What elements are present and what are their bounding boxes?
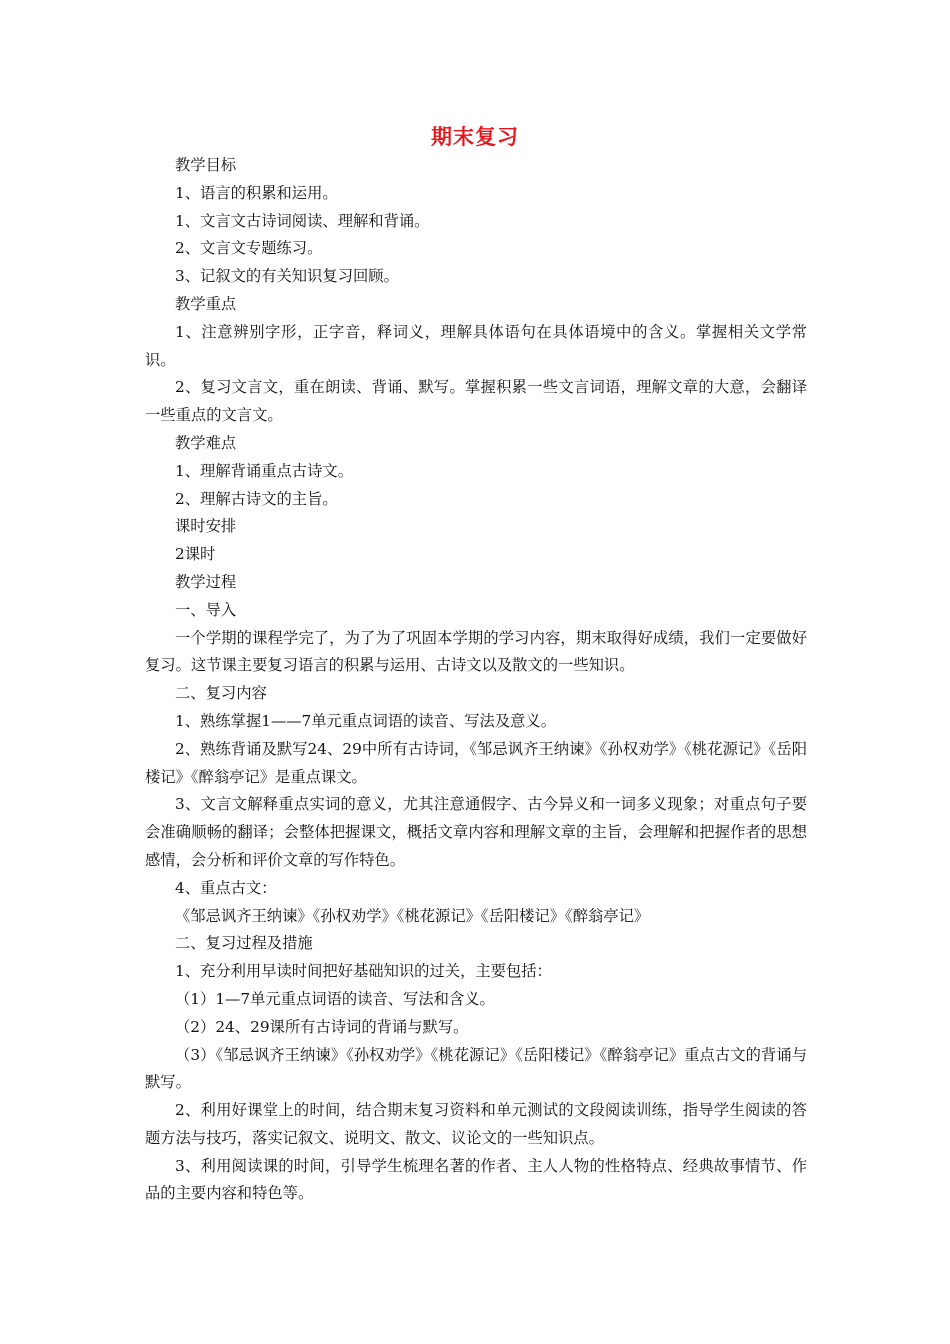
paragraph: 1、文言文古诗词阅读、理解和背诵。 <box>175 211 430 230</box>
document-title: 期末复习 <box>431 124 519 149</box>
paragraph: 2、复习文言文，重在朗读、背诵、默写。掌握积累一些文言词语，理解文章的大意，会翻译一些重点的文言文。 <box>145 378 807 425</box>
section-heading-key-points: 教学重点 <box>175 294 237 313</box>
paragraph: 2、文言文专题练习。 <box>175 239 323 258</box>
paragraph: （1）1—7单元重点词语的读音、写法和含义。 <box>175 989 495 1008</box>
paragraph: 2课时 <box>175 545 216 564</box>
paragraph: （3）《邹忌讽齐王纳谏》《孙权劝学》《桃花源记》《岳阳楼记》《醉翁亭记》重点古文的背诵与默写。 <box>145 1045 807 1092</box>
paragraph: 2、熟练背诵及默写24、29中所有古诗词，《邹忌讽齐王纳谏》《孙权劝学》《桃花源记》《岳阳楼记》《醉翁亭记》是重点课文。 <box>145 739 807 786</box>
paragraph: 1、理解背诵重点古诗文。 <box>175 461 353 480</box>
paragraph: 3、记叙文的有关知识复习回顾。 <box>175 267 399 286</box>
paragraph: 《邹忌讽齐王纳谏》《孙权劝学》《桃花源记》《岳阳楼记》《醉翁亭记》 <box>175 906 650 925</box>
paragraph: 一个学期的课程学完了，为了为了巩固本学期的学习内容，期末取得好成绩，我们一定要做好复习。这节课主要复习语言的积累与运用、古诗文以及散文的一些知识。 <box>145 628 807 675</box>
paragraph: 3、文言文解释重点实词的意义，尤其注意通假字、古今异义和一词多义现象；对重点句子要会准确顺畅的翻译；会整体把握课文，概括文章内容和理解文章的主旨，会理解和把握作者的思想感情，会分析和评价文章的写作特色。 <box>145 795 807 869</box>
paragraph: 3、利用阅读课的时间，引导学生梳理名著的作者、主人人物的性格特点、经典故事情节、作品的主要内容和特色等。 <box>145 1156 807 1203</box>
paragraph: 2、理解古诗文的主旨。 <box>175 489 338 508</box>
section-heading-objectives: 教学目标 <box>175 156 237 174</box>
paragraph: 1、语言的积累和运用。 <box>175 183 338 202</box>
paragraph: 一、导入 <box>175 600 237 619</box>
section-heading-difficulties: 教学难点 <box>175 433 237 452</box>
paragraph: 2、利用好课堂上的时间，结合期末复习资料和单元测试的文段阅读训练，指导学生阅读的答题方法与技巧，落实记叙文、说明文、散文、议论文的一些知识点。 <box>145 1101 807 1147</box>
section-heading-schedule: 课时安排 <box>175 517 237 536</box>
paragraph: 1、熟练掌握1——7单元重点词语的读音、写法及意义。 <box>175 711 557 730</box>
paragraph: 1、注意辨别字形，正字音，释词义，理解具体语句在具体语境中的含义。掌握相关文学常识。 <box>145 322 807 369</box>
paragraph: （2）24、29课所有古诗词的背诵与默写。 <box>175 1017 469 1036</box>
paragraph: 1、充分利用早读时间把好基础知识的过关，主要包括： <box>175 962 552 981</box>
paragraph: 4、重点古文： <box>175 878 277 897</box>
paragraph: 二、复习过程及措施 <box>175 934 313 953</box>
document-body <box>145 152 807 1208</box>
section-heading-process: 教学过程 <box>175 572 237 591</box>
paragraph: 二、复习内容 <box>175 684 267 703</box>
